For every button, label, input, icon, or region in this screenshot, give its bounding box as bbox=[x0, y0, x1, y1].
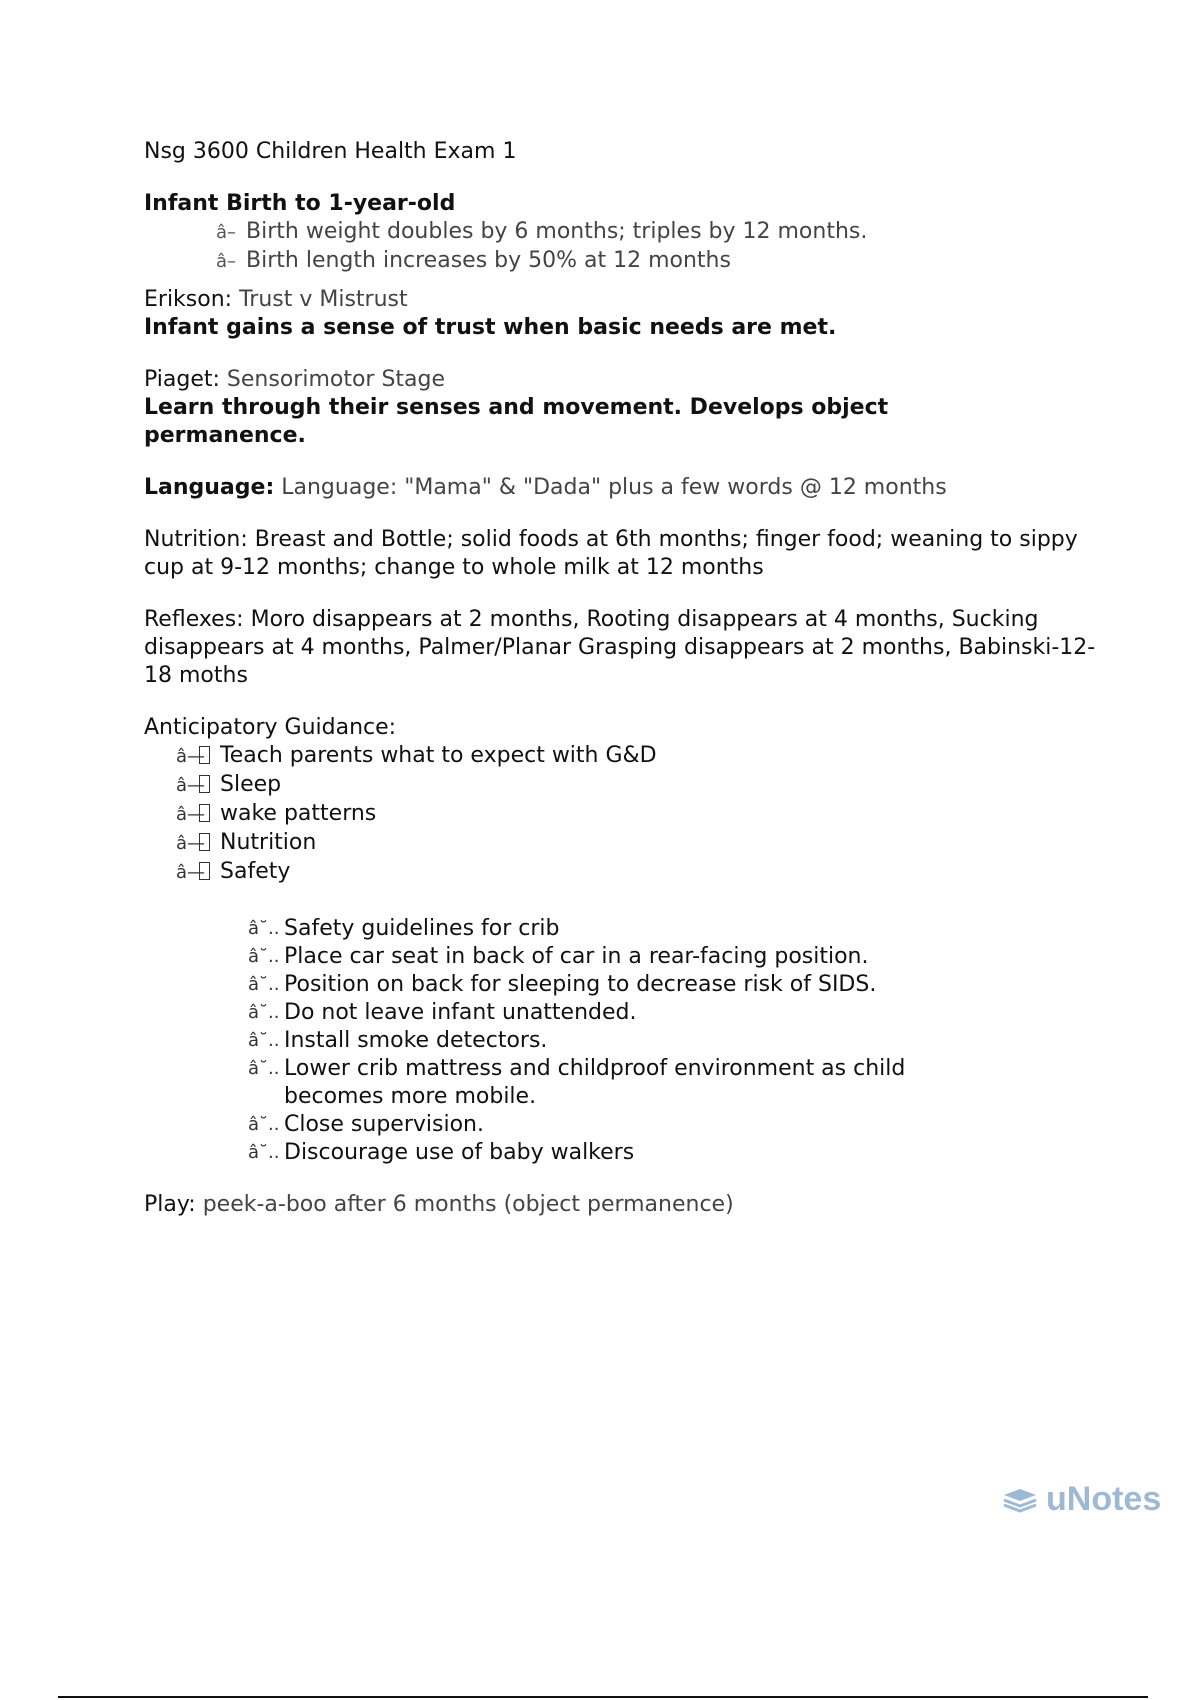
safety-bullet-mark: â˘.. bbox=[248, 974, 280, 995]
infant-heading: Infant Birth to 1-year-old bbox=[144, 191, 456, 216]
list-item bbox=[248, 915, 1104, 943]
guide-item-text: Safety bbox=[220, 859, 291, 884]
box-glyph-icon bbox=[199, 804, 210, 822]
guide-bullet-mark: â— bbox=[176, 801, 220, 829]
safety-item-text: Do not leave infant unattended. bbox=[284, 1000, 637, 1025]
guidance-list bbox=[144, 742, 1104, 887]
list-item bbox=[176, 771, 1104, 800]
guide-item-text: wake patterns bbox=[220, 801, 377, 826]
guide-bullet-mark: â— bbox=[176, 830, 220, 858]
safety-item-text: Place car seat in back of car in a rear-facing position. bbox=[284, 944, 869, 969]
box-glyph-icon bbox=[199, 833, 210, 851]
erikson-value: Trust v Mistrust bbox=[239, 287, 408, 312]
bullet-text: Birth weight doubles by 6 months; triples by 12 months. bbox=[246, 219, 868, 244]
list-item bbox=[248, 999, 1104, 1027]
box-glyph-icon bbox=[199, 775, 210, 793]
safety-item-text: Lower crib mattress and childproof environment as child becomes more mobile. bbox=[284, 1056, 906, 1109]
bullet-mark: â– bbox=[216, 251, 237, 272]
language-label: Language: bbox=[144, 475, 275, 500]
list-item bbox=[248, 943, 1104, 971]
guide-bullet-mark: â— bbox=[176, 743, 220, 771]
document-page bbox=[144, 138, 1104, 1219]
infant-bullet-list bbox=[144, 218, 1104, 276]
box-glyph-icon bbox=[199, 862, 210, 880]
document-title: Nsg 3600 Children Health Exam 1 bbox=[144, 139, 517, 164]
erikson-note: Infant gains a sense of trust when basic needs are met. bbox=[144, 315, 837, 340]
footer-divider bbox=[58, 1696, 1148, 1698]
piaget-value: Sensorimotor Stage bbox=[226, 367, 446, 392]
piaget-label: Piaget: bbox=[144, 367, 220, 392]
guide-bullet-mark: â— bbox=[176, 772, 220, 800]
safety-item-text: Discourage use of baby walkers bbox=[284, 1140, 635, 1165]
guide-item-text: Nutrition bbox=[220, 830, 317, 855]
guide-bullet-mark: â— bbox=[176, 859, 220, 887]
stack-books-icon bbox=[1000, 1485, 1040, 1515]
watermark-text: uNotes bbox=[1046, 1480, 1162, 1518]
box-glyph-icon bbox=[199, 746, 210, 764]
erikson-label: Erikson: bbox=[144, 287, 233, 312]
guide-item-text: Teach parents what to expect with G&D bbox=[220, 743, 657, 768]
reflexes-paragraph: Reflexes: Moro disappears at 2 months, Rooting disappears at 4 months, Sucking disappears at 4 months, Palmer/Planar Grasping disappears at 2 months, Babinski-12-18 moths bbox=[144, 607, 1096, 688]
guidance-heading: Anticipatory Guidance: bbox=[144, 715, 397, 740]
safety-bullet-mark: â˘.. bbox=[248, 1142, 280, 1163]
language-line bbox=[144, 474, 1104, 502]
list-item bbox=[248, 971, 1104, 999]
bullet-mark: â– bbox=[216, 222, 237, 243]
safety-item-text: Install smoke detectors. bbox=[284, 1028, 548, 1053]
piaget-note: Learn through their senses and movement. Develops object permanence. bbox=[144, 395, 889, 448]
list-item bbox=[216, 247, 1104, 276]
safety-bullet-mark: â˘.. bbox=[248, 946, 280, 967]
safety-bullet-mark: â˘.. bbox=[248, 1114, 280, 1135]
list-item bbox=[176, 742, 1104, 771]
safety-item-text: Safety guidelines for crib bbox=[284, 916, 560, 941]
list-item bbox=[176, 829, 1104, 858]
list-item bbox=[176, 800, 1104, 829]
list-item bbox=[248, 1055, 1104, 1111]
nutrition-paragraph: Nutrition: Breast and Bottle; solid foods at 6th months; finger food; weaning to sippy cup at 9-12 months; change to whole milk at 12 months bbox=[144, 527, 1078, 580]
list-item bbox=[216, 218, 1104, 247]
safety-item-text: Close supervision. bbox=[284, 1112, 484, 1137]
play-label: Play: bbox=[144, 1192, 196, 1217]
safety-bullet-mark: â˘.. bbox=[248, 1030, 280, 1051]
play-line bbox=[144, 1191, 1104, 1219]
safety-item-text: Position on back for sleeping to decrease risk of SIDS. bbox=[284, 972, 877, 997]
play-value: peek-a-boo after 6 months (object permanence) bbox=[202, 1192, 734, 1217]
guide-item-text: Sleep bbox=[220, 772, 282, 797]
list-item bbox=[176, 858, 1104, 887]
safety-bullet-mark: â˘.. bbox=[248, 918, 280, 939]
list-item bbox=[248, 1139, 1104, 1167]
unotes-watermark bbox=[1000, 1480, 1161, 1519]
safety-bullet-mark: â˘.. bbox=[248, 1002, 280, 1023]
list-item bbox=[248, 1027, 1104, 1055]
safety-bullet-mark: â˘.. bbox=[248, 1058, 280, 1079]
erikson-line bbox=[144, 286, 1104, 314]
list-item bbox=[248, 1111, 1104, 1139]
bullet-text: Birth length increases by 50% at 12 months bbox=[246, 248, 731, 273]
safety-list bbox=[144, 915, 1104, 1167]
language-value: Language: "Mama" & "Dada" plus a few words @ 12 months bbox=[281, 475, 947, 500]
piaget-line bbox=[144, 366, 1104, 394]
